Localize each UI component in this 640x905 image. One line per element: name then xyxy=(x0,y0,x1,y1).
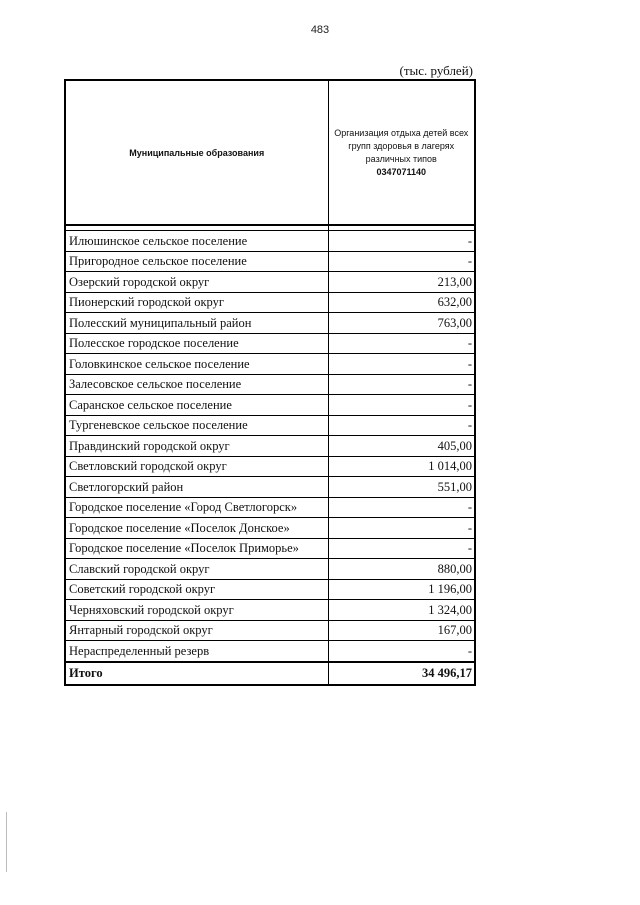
municipality-name: Илюшинское сельское поселение xyxy=(65,231,328,252)
amount-value: - xyxy=(328,518,475,539)
municipality-name: Черняховский городской округ xyxy=(65,600,328,621)
amount-value: - xyxy=(328,538,475,559)
municipality-name: Пионерский городской округ xyxy=(65,292,328,313)
amount-value: 1 324,00 xyxy=(328,600,475,621)
units-note: (тыс. рублей) xyxy=(399,63,473,78)
table-row xyxy=(65,600,475,621)
municipality-name: Светлогорский район xyxy=(65,477,328,498)
scan-edge-mark xyxy=(6,812,7,872)
municipality-name: Нераспределенный резерв xyxy=(65,641,328,662)
municipality-name: Светловский городской округ xyxy=(65,456,328,477)
table-row xyxy=(65,538,475,559)
municipality-name: Головкинское сельское поселение xyxy=(65,354,328,375)
table-row xyxy=(65,231,475,252)
municipality-name: Саранское сельское поселение xyxy=(65,395,328,416)
table-row xyxy=(65,333,475,354)
municipality-name: Советский городской округ xyxy=(65,579,328,600)
municipality-name: Пригородное сельское поселение xyxy=(65,251,328,272)
amount-value: 1 196,00 xyxy=(328,579,475,600)
table-header-row xyxy=(65,80,475,225)
budget-table xyxy=(64,79,476,686)
municipality-name: Тургеневское сельское поселение xyxy=(65,415,328,436)
table-row xyxy=(65,374,475,395)
column-header-amount-label: Организация отдыха детей всех групп здоровья в лагерях различных типов xyxy=(334,127,469,164)
table-row xyxy=(65,559,475,580)
table-row xyxy=(65,292,475,313)
total-value: 34 496,17 xyxy=(328,662,475,685)
amount-value: - xyxy=(328,354,475,375)
amount-value: 1 014,00 xyxy=(328,456,475,477)
column-header-amount-code: 0347071140 xyxy=(376,166,427,177)
municipality-name: Озерский городской округ xyxy=(65,272,328,293)
municipality-name: Городское поселение «Поселок Донское» xyxy=(65,518,328,539)
amount-value: 763,00 xyxy=(328,313,475,334)
amount-value: - xyxy=(328,415,475,436)
table-row xyxy=(65,620,475,641)
amount-value: - xyxy=(328,251,475,272)
amount-value: 551,00 xyxy=(328,477,475,498)
table-total-row xyxy=(65,662,475,685)
page-number: 483 xyxy=(310,24,330,36)
column-header-municipality: Муниципальные образования xyxy=(65,80,328,225)
municipality-name: Полесский муниципальный район xyxy=(65,313,328,334)
amount-value: - xyxy=(328,333,475,354)
table-row xyxy=(65,251,475,272)
amount-value: - xyxy=(328,497,475,518)
amount-value: 880,00 xyxy=(328,559,475,580)
amount-value: 213,00 xyxy=(328,272,475,293)
table-row xyxy=(65,354,475,375)
table-row xyxy=(65,579,475,600)
municipality-name: Городское поселение «Город Светлогорск» xyxy=(65,497,328,518)
column-header-amount xyxy=(328,80,475,225)
municipality-name: Полесское городское поселение xyxy=(65,333,328,354)
table-row xyxy=(65,518,475,539)
total-label: Итого xyxy=(65,662,328,685)
municipality-name: Славский городской округ xyxy=(65,559,328,580)
amount-value: - xyxy=(328,395,475,416)
table-body xyxy=(65,225,475,662)
municipality-name: Городское поселение «Поселок Приморье» xyxy=(65,538,328,559)
amount-value: 167,00 xyxy=(328,620,475,641)
table-row xyxy=(65,395,475,416)
table-row xyxy=(65,477,475,498)
amount-value: - xyxy=(328,231,475,252)
table-row xyxy=(65,497,475,518)
table-row xyxy=(65,415,475,436)
amount-value: - xyxy=(328,641,475,662)
amount-value: 405,00 xyxy=(328,436,475,457)
municipality-name: Янтарный городской округ xyxy=(65,620,328,641)
amount-value: - xyxy=(328,374,475,395)
table-row xyxy=(65,641,475,662)
municipality-name: Залесовское сельское поселение xyxy=(65,374,328,395)
table-row xyxy=(65,272,475,293)
table-row xyxy=(65,313,475,334)
amount-value: 632,00 xyxy=(328,292,475,313)
municipality-name: Правдинский городской округ xyxy=(65,436,328,457)
table-row xyxy=(65,436,475,457)
table-row xyxy=(65,456,475,477)
